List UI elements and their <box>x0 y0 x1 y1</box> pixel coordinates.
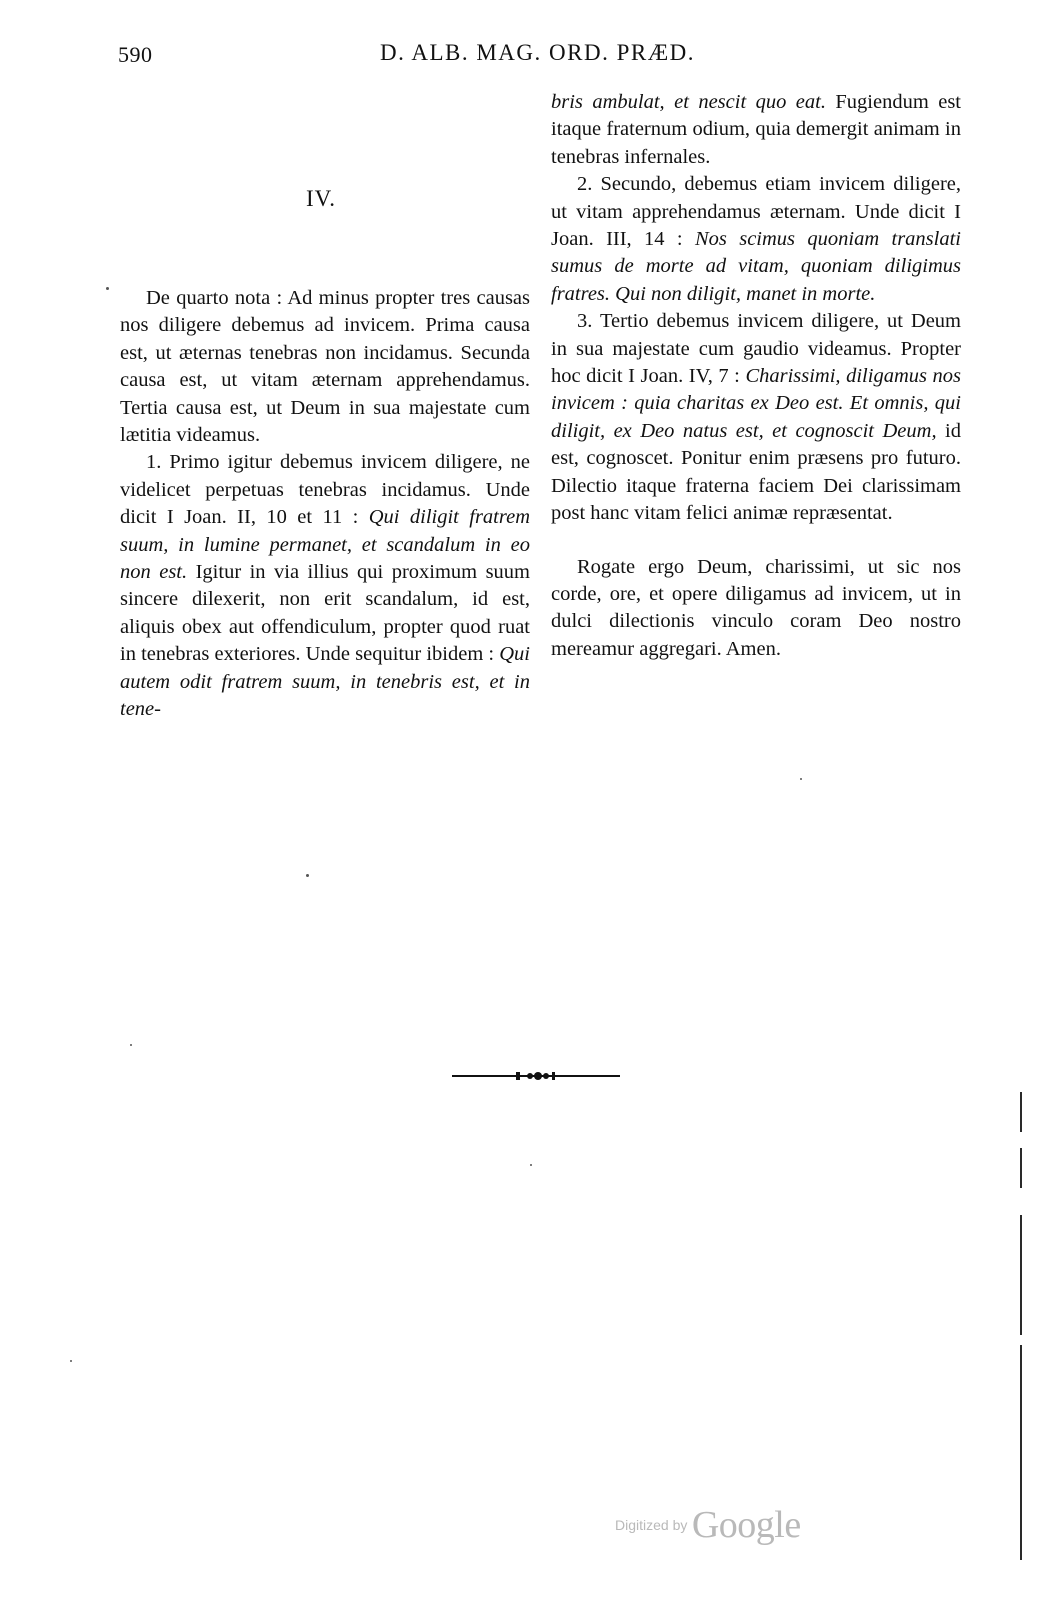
right-column <box>551 89 961 663</box>
right-paragraph-continuation <box>551 89 961 171</box>
right-p1-quote: bris ambulat, et nescit quo eat. <box>551 91 826 113</box>
left-paragraph-intro: De quarto nota : Ad minus propter tres causas nos diligere debemus ad invicem. Prima causa est, ut æternas tenebras non incidamus. Secunda causa est, ut vitam æternam apprehendamus. Tertia causa est, ut Deum in sua majestate cum lætitia videamus. <box>120 287 530 447</box>
scan-edge-line <box>1020 1345 1022 1560</box>
right-p2-text-a: 2. Secundo, debemus etiam invicem diligere, ut vitam apprehendamus æternam. Unde dicit I Joan. III, 14 : <box>551 173 961 251</box>
right-p2-quote: Nos scimus quoniam translati sumus de morte ad vitam, quoniam diligimus fratres. Qui non diligit, manet in morte. <box>551 228 961 305</box>
scan-speck <box>306 874 309 877</box>
scan-speck <box>530 1164 532 1166</box>
right-p3-quote: Charissimi, diligamus nos invicem : quia charitas ex Deo est. Et omnis, qui diligit, ex Deo natus est, et cognoscit Deum, <box>551 365 961 442</box>
left-column <box>120 285 530 724</box>
left-p2-text-a: 1. Primo igitur debemus invicem diligere, ne videlicet perpetuas tenebras incidamus. Unde dicit I Joan. II, 10 et 11 : <box>120 451 530 529</box>
paragraph-gap <box>551 528 961 554</box>
scan-speck <box>800 778 802 780</box>
section-numeral: IV. <box>306 186 337 211</box>
scan-speck <box>70 1360 72 1362</box>
scan-speck <box>106 287 109 290</box>
right-p3-text-b: id est, cognoscet. Ponitur enim præsens pro futuro. Dilectio itaque fraterna faciem Dei clarissimam post hanc vitam felici animæ repræsentat. <box>551 419 962 525</box>
scan-edge-line <box>1020 1215 1022 1335</box>
digitized-watermark <box>615 1503 801 1547</box>
google-logo: Google <box>691 1504 801 1546</box>
left-p2-quote: Qui diligit fratrem suum, in lumine permanet, et scandalum in eo non est. <box>120 506 530 584</box>
ornament-divider-icon <box>452 1066 620 1086</box>
page-number: 590 <box>118 42 153 67</box>
right-paragraph-closing: Rogate ergo Deum, charissimi, ut sic nos corde, ore, et opere diligamus ad invicem, ut in dulci dilectionis vinculo coram Deo nostro mereamur aggregari. Amen. <box>551 555 961 660</box>
right-paragraph-third-cause <box>551 308 961 527</box>
watermark-prefix: Digitized by <box>615 1517 688 1533</box>
running-title: D. ALB. MAG. ORD. PRÆD. <box>380 40 696 65</box>
scan-edge-line <box>1020 1148 1022 1188</box>
left-paragraph-first-cause <box>120 449 530 723</box>
scan-edge-line <box>1020 1092 1022 1132</box>
right-paragraph-second-cause <box>551 171 961 308</box>
left-p2-quote2: Qui autem odit fratrem suum, in tenebris est, et in tene- <box>120 643 530 721</box>
scan-speck <box>130 1044 132 1046</box>
left-p2-text-b: Igitur in via illius qui proximum suum sincere dilexerit, non erit scandalum, id est, aliquis obex aut offendiculum, propter quod ruat in tenebras exteriores. Unde sequitur ibidem : <box>120 561 530 666</box>
right-p3-text-a: 3. Tertio debemus invicem diligere, ut Deum in sua majestate cum gaudio videamus. Propter hoc dicit I Joan. IV, 7 : <box>551 310 961 388</box>
right-p1-rest: Fugiendum est itaque fraternum odium, quia demergit animam in tenebras infernales. <box>551 91 961 168</box>
